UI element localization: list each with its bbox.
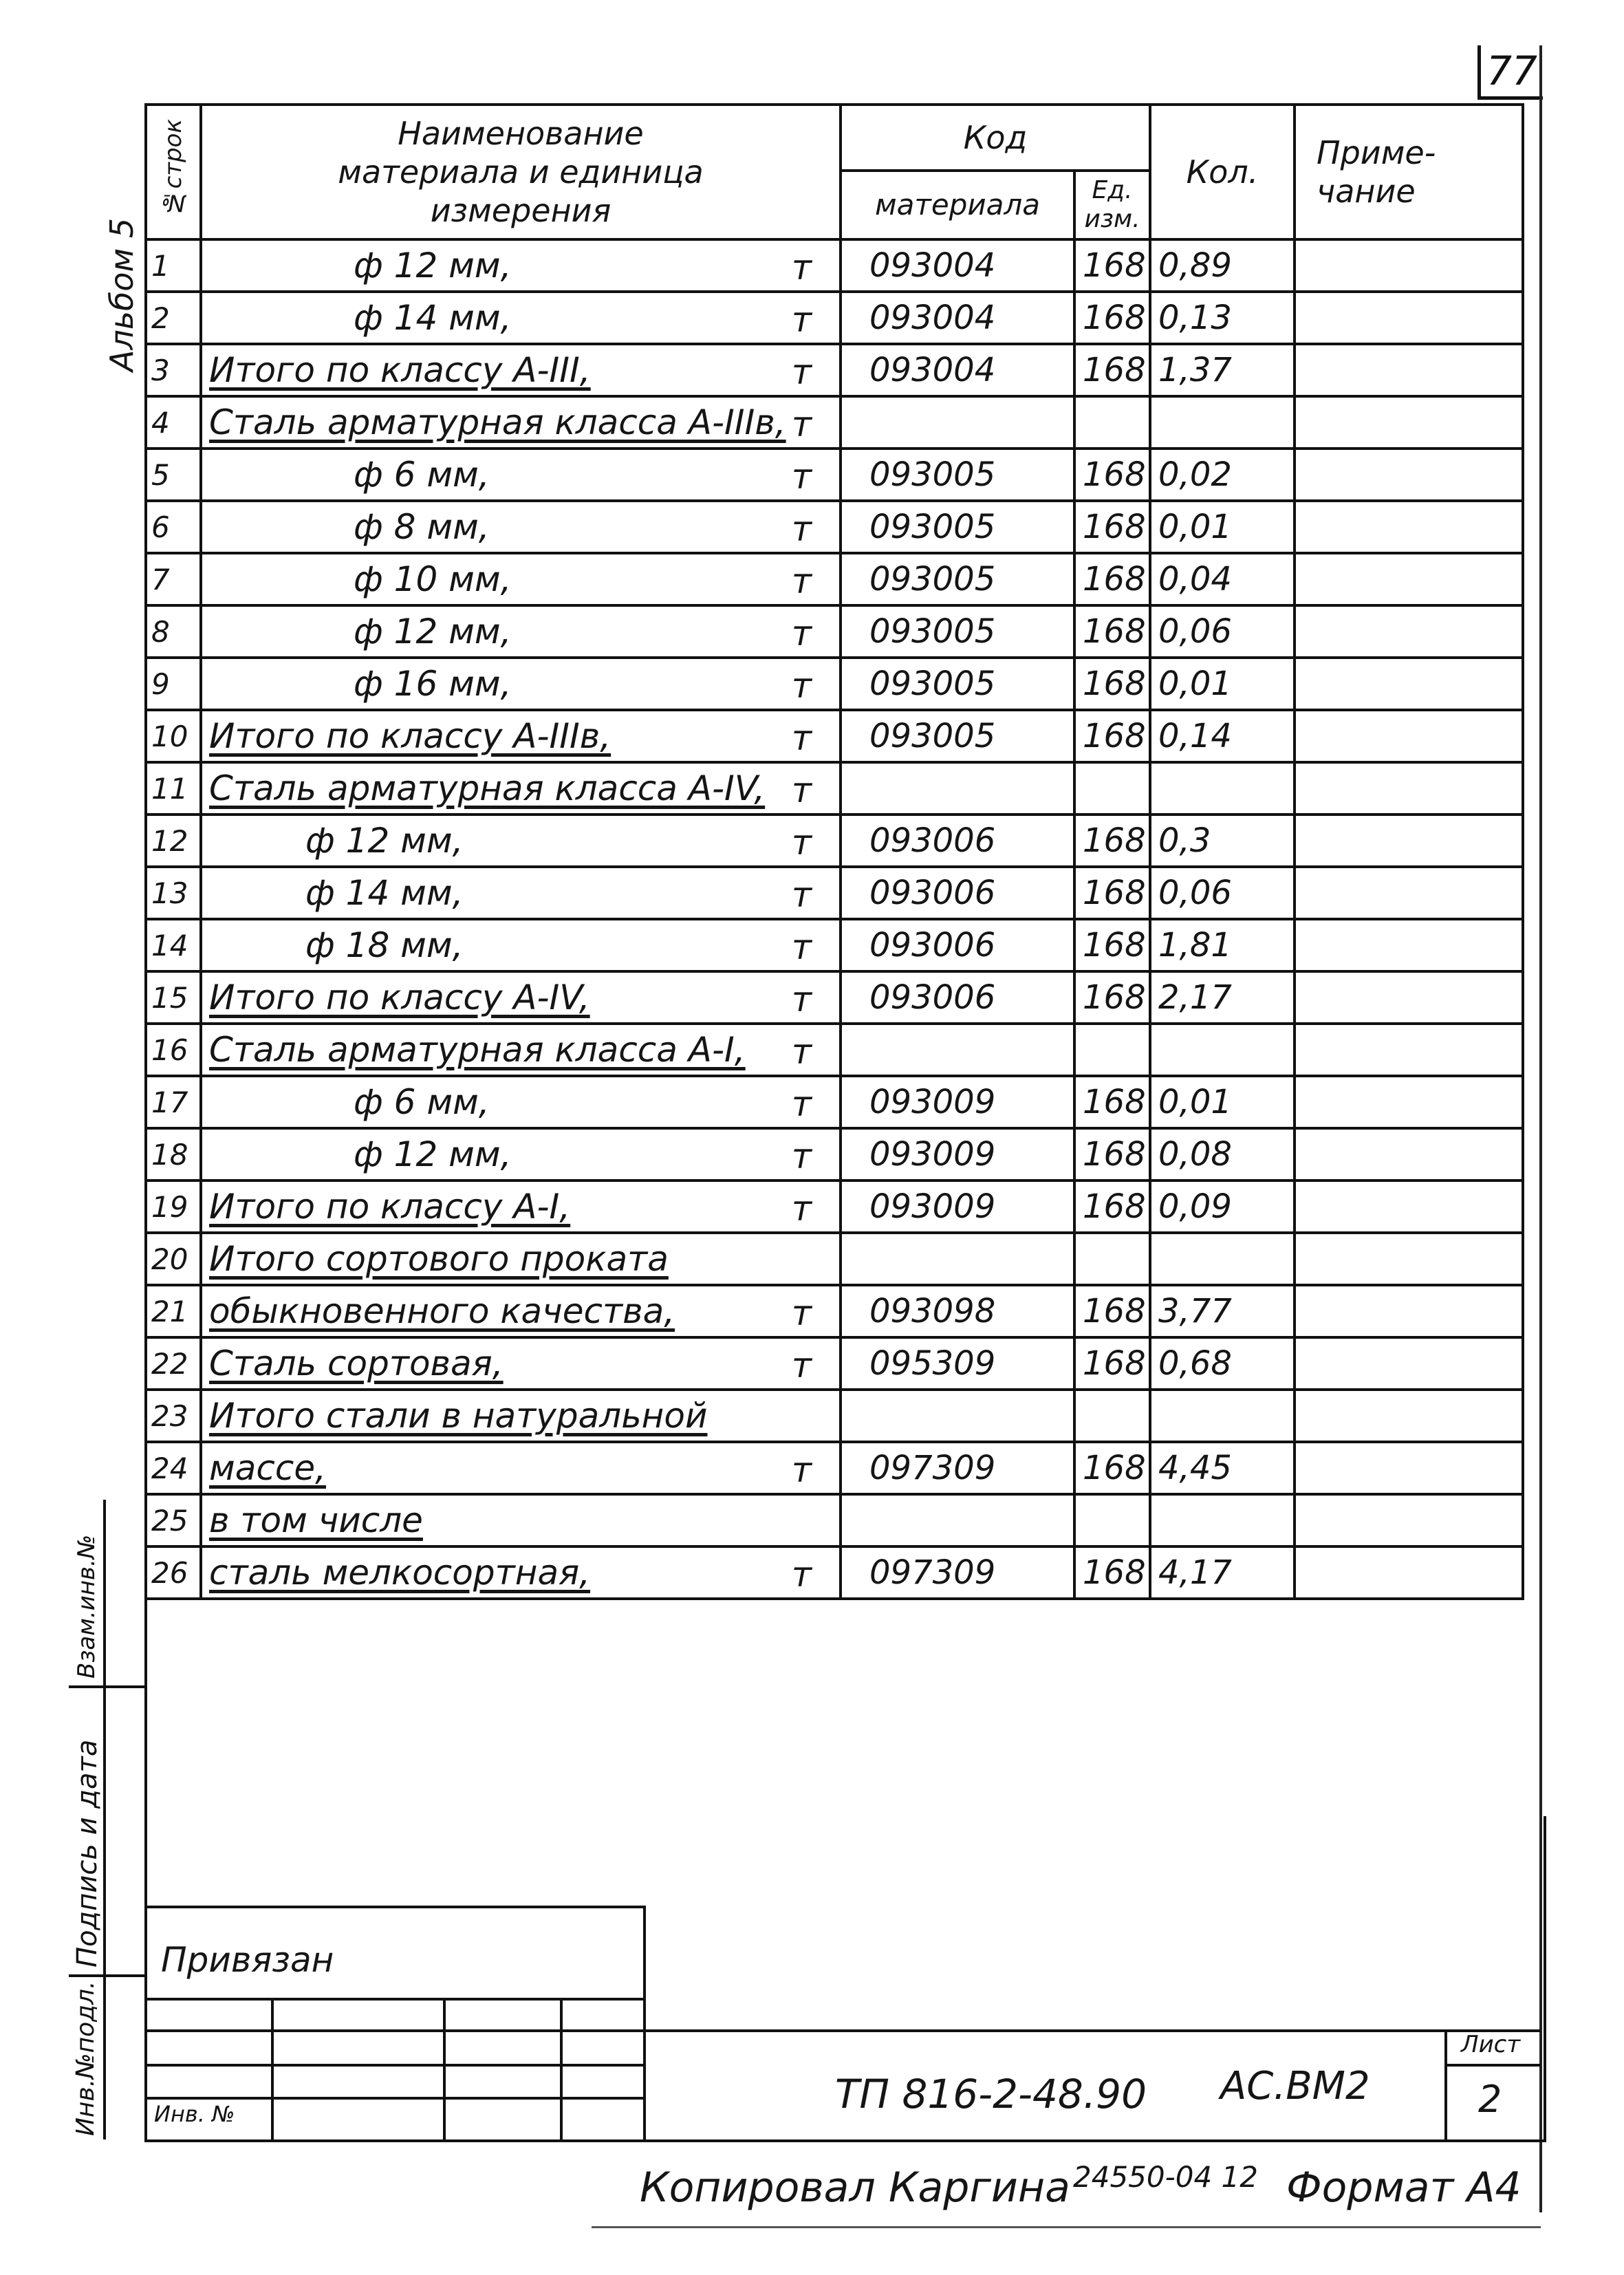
row-quantity <box>1150 762 1295 815</box>
row-material-code: 093006 <box>841 919 1074 971</box>
row-quantity: 0,13 <box>1150 292 1295 344</box>
row-name-text: ф 14 мм, <box>305 873 464 913</box>
row-material-code: 097309 <box>841 1546 1074 1599</box>
title-block-line <box>443 1998 446 2139</box>
row-quantity: 0,08 <box>1150 1128 1295 1180</box>
row-unit-label: т <box>791 718 812 758</box>
row-name <box>201 1546 841 1599</box>
row-note <box>1295 919 1523 971</box>
row-note <box>1295 815 1523 867</box>
row-name-text: Итого стали в натуральной <box>209 1396 708 1436</box>
table-row <box>146 449 1523 501</box>
row-name-text: ф 12 мм, <box>354 246 512 285</box>
row-unit-label: т <box>791 1555 812 1595</box>
row-note <box>1295 1390 1523 1442</box>
row-name-text: сталь мелкосортная, <box>209 1553 591 1593</box>
row-name-text: массе, <box>209 1448 326 1488</box>
table-row <box>146 658 1523 710</box>
row-number: 8 <box>146 605 201 658</box>
row-unit-label: т <box>791 927 812 967</box>
title-block-line <box>560 1998 563 2139</box>
header-note: Приме- чание <box>1295 105 1523 239</box>
row-quantity: 0,01 <box>1150 501 1295 553</box>
row-name <box>201 1285 841 1337</box>
row-quantity: 4,17 <box>1150 1546 1295 1599</box>
row-name-text: обыкновенного качества, <box>209 1291 675 1331</box>
row-unit-label: т <box>791 248 812 288</box>
row-unit-code: 168 <box>1074 815 1150 867</box>
row-name <box>201 292 841 344</box>
row-unit-code: 168 <box>1074 1546 1150 1599</box>
row-unit-code: 168 <box>1074 867 1150 919</box>
row-unit-code: 168 <box>1074 1076 1150 1128</box>
margin-replace-label: Взам.инв.№ <box>73 1534 100 1679</box>
table-row <box>146 815 1523 867</box>
title-block-line <box>1444 2064 1541 2067</box>
row-name-text: в том числе <box>209 1500 423 1540</box>
row-name-text: Итого по классу А-I, <box>209 1187 571 1227</box>
row-note <box>1295 1233 1523 1285</box>
row-unit-code <box>1074 762 1150 815</box>
table-row <box>146 344 1523 396</box>
album-stamp: Альбом 5 <box>103 217 140 371</box>
title-block-line <box>271 1998 274 2139</box>
row-number: 21 <box>146 1285 201 1337</box>
title-block <box>144 1816 1546 2142</box>
row-number: 25 <box>146 1494 201 1546</box>
table-row <box>146 501 1523 553</box>
row-name <box>201 1180 841 1233</box>
row-material-code <box>841 1390 1074 1442</box>
row-name <box>201 1128 841 1180</box>
row-material-code <box>841 1024 1074 1076</box>
row-name-text: Сталь арматурная класса А-IIIв, <box>209 402 786 442</box>
row-quantity: 0,01 <box>1150 1076 1295 1128</box>
row-name <box>201 553 841 605</box>
row-quantity: 0,3 <box>1150 815 1295 867</box>
row-unit-code: 168 <box>1074 501 1150 553</box>
row-name-text: ф 16 мм, <box>354 664 512 704</box>
row-quantity: 0,04 <box>1150 553 1295 605</box>
table-row <box>146 1285 1523 1337</box>
table-row <box>146 553 1523 605</box>
row-note <box>1295 501 1523 553</box>
row-name-text: Итого по классу А-III, <box>209 350 591 390</box>
header-code-material: материала <box>841 171 1074 239</box>
row-material-code: 093005 <box>841 449 1074 501</box>
row-unit-code: 168 <box>1074 1337 1150 1390</box>
document-code: ТП 816-2-48.90 <box>835 2071 1147 2117</box>
row-note <box>1295 1442 1523 1494</box>
row-material-code: 097309 <box>841 1442 1074 1494</box>
row-unit-label: т <box>791 457 812 497</box>
row-note <box>1295 867 1523 919</box>
copied-by: Копировал Каргина <box>640 2164 1070 2212</box>
title-block-line <box>147 2064 646 2067</box>
row-name <box>201 344 841 396</box>
row-note <box>1295 1076 1523 1128</box>
row-unit-code <box>1074 1024 1150 1076</box>
row-material-code: 093009 <box>841 1076 1074 1128</box>
row-number: 14 <box>146 919 201 971</box>
table-row <box>146 1337 1523 1390</box>
row-note <box>1295 1180 1523 1233</box>
row-note <box>1295 449 1523 501</box>
row-note <box>1295 396 1523 449</box>
margin-line <box>69 1974 144 1977</box>
row-unit-label: т <box>791 1084 812 1124</box>
row-name <box>201 239 841 292</box>
row-quantity: 0,68 <box>1150 1337 1295 1390</box>
row-quantity: 4,45 <box>1150 1442 1295 1494</box>
row-name-text: ф 14 мм, <box>354 298 512 338</box>
row-name-text: Итого по классу А-IIIв, <box>209 716 611 756</box>
row-name-text: ф 6 мм, <box>354 455 490 495</box>
row-unit-label: т <box>791 1136 812 1176</box>
table-row <box>146 1494 1523 1546</box>
row-name-text: ф 12 мм, <box>305 821 464 861</box>
row-unit-label: т <box>791 1293 812 1333</box>
row-unit-label: т <box>791 509 812 549</box>
row-unit-code <box>1074 1494 1150 1546</box>
header-row-no: №строк <box>146 105 201 239</box>
table-row <box>146 1390 1523 1442</box>
row-name <box>201 762 841 815</box>
row-note <box>1295 1024 1523 1076</box>
row-unit-label: т <box>791 405 812 444</box>
row-note <box>1295 1494 1523 1546</box>
row-unit-code: 168 <box>1074 710 1150 762</box>
document-mark: АС.ВМ2 <box>1220 2064 1370 2109</box>
row-unit-code: 168 <box>1074 449 1150 501</box>
row-number: 20 <box>146 1233 201 1285</box>
row-name <box>201 1233 841 1285</box>
bottom-rule <box>592 2226 1541 2228</box>
row-number: 18 <box>146 1128 201 1180</box>
row-quantity: 0,02 <box>1150 449 1295 501</box>
row-material-code: 093004 <box>841 344 1074 396</box>
table-row <box>146 292 1523 344</box>
row-number: 1 <box>146 239 201 292</box>
row-quantity <box>1150 1390 1295 1442</box>
row-number: 5 <box>146 449 201 501</box>
row-quantity: 0,06 <box>1150 605 1295 658</box>
row-name <box>201 658 841 710</box>
format-label: Формат А4 <box>1286 2164 1522 2212</box>
row-note <box>1295 1128 1523 1180</box>
row-material-code <box>841 396 1074 449</box>
row-unit-code: 168 <box>1074 605 1150 658</box>
row-number: 23 <box>146 1390 201 1442</box>
table-row <box>146 605 1523 658</box>
row-name <box>201 815 841 867</box>
row-number: 17 <box>146 1076 201 1128</box>
row-number: 2 <box>146 292 201 344</box>
table-row <box>146 710 1523 762</box>
inv-number-label: Инв. № <box>154 2101 235 2127</box>
row-name <box>201 1494 841 1546</box>
row-unit-label: т <box>791 1189 812 1229</box>
row-number: 6 <box>146 501 201 553</box>
row-note <box>1295 605 1523 658</box>
row-material-code: 093004 <box>841 239 1074 292</box>
margin-inv-orig-label: Инв.№подл. <box>72 1981 100 2136</box>
row-name-text: ф 18 мм, <box>305 925 464 965</box>
row-name <box>201 1442 841 1494</box>
row-name-text: Сталь сортовая, <box>209 1344 504 1383</box>
title-block-line <box>147 1998 646 2001</box>
row-name <box>201 1390 841 1442</box>
table-row <box>146 239 1523 292</box>
row-unit-code <box>1074 1390 1150 1442</box>
row-unit-label: т <box>791 875 812 915</box>
row-quantity: 3,77 <box>1150 1285 1295 1337</box>
row-material-code: 093009 <box>841 1128 1074 1180</box>
row-number: 3 <box>146 344 201 396</box>
row-note <box>1295 292 1523 344</box>
row-name <box>201 1337 841 1390</box>
title-block-line <box>147 2029 1541 2032</box>
bound-label: Привязан <box>161 1940 334 1980</box>
row-note <box>1295 344 1523 396</box>
row-note <box>1295 239 1523 292</box>
table-row <box>146 1024 1523 1076</box>
row-number: 11 <box>146 762 201 815</box>
row-material-code: 093005 <box>841 710 1074 762</box>
row-material-code: 095309 <box>841 1337 1074 1390</box>
table-row <box>146 1076 1523 1128</box>
specification-table <box>144 103 1524 1600</box>
row-note <box>1295 710 1523 762</box>
row-unit-code: 168 <box>1074 971 1150 1024</box>
title-block-line <box>147 2097 646 2100</box>
row-quantity: 1,37 <box>1150 344 1295 396</box>
row-name <box>201 1024 841 1076</box>
row-unit-code: 168 <box>1074 239 1150 292</box>
row-quantity: 0,89 <box>1150 239 1295 292</box>
row-number: 15 <box>146 971 201 1024</box>
row-unit-label: т <box>791 1346 812 1386</box>
row-unit-label: т <box>791 980 812 1020</box>
row-name-text: ф 10 мм, <box>354 559 512 599</box>
table-body <box>146 239 1523 1599</box>
row-quantity: 1,81 <box>1150 919 1295 971</box>
row-note <box>1295 658 1523 710</box>
order-number: 24550-04 12 <box>1073 2160 1259 2194</box>
row-name-text: ф 12 мм, <box>354 612 512 651</box>
row-unit-label: т <box>791 300 812 340</box>
row-material-code: 093006 <box>841 815 1074 867</box>
row-number: 19 <box>146 1180 201 1233</box>
table-row <box>146 762 1523 815</box>
title-block-line <box>1444 2029 1447 2139</box>
row-material-code: 093005 <box>841 605 1074 658</box>
row-name-text: Итого по классу А-IV, <box>209 978 590 1017</box>
row-material-code: 093006 <box>841 971 1074 1024</box>
row-unit-code: 168 <box>1074 344 1150 396</box>
row-name <box>201 449 841 501</box>
row-name <box>201 971 841 1024</box>
row-material-code <box>841 1494 1074 1546</box>
row-unit-label: т <box>791 352 812 392</box>
row-quantity <box>1150 1494 1295 1546</box>
row-name <box>201 501 841 553</box>
row-number: 24 <box>146 1442 201 1494</box>
page-number: 77 <box>1477 45 1543 100</box>
row-unit-code: 168 <box>1074 658 1150 710</box>
row-unit-code <box>1074 396 1150 449</box>
row-quantity: 0,06 <box>1150 867 1295 919</box>
table-row <box>146 1233 1523 1285</box>
sheet-label: Лист <box>1461 2031 1521 2058</box>
title-block-line <box>643 1906 646 2139</box>
row-number: 13 <box>146 867 201 919</box>
table-row <box>146 867 1523 919</box>
row-unit-label: т <box>791 614 812 654</box>
row-name-text: ф 12 мм, <box>354 1134 512 1174</box>
row-name <box>201 605 841 658</box>
table-row <box>146 1442 1523 1494</box>
row-material-code: 093006 <box>841 867 1074 919</box>
row-number: 10 <box>146 710 201 762</box>
row-name <box>201 1076 841 1128</box>
row-material-code: 093005 <box>841 553 1074 605</box>
row-material-code <box>841 762 1074 815</box>
table-row <box>146 919 1523 971</box>
row-quantity: 0,14 <box>1150 710 1295 762</box>
table-row <box>146 971 1523 1024</box>
header-code: Код <box>841 105 1150 171</box>
row-name-text: Итого сортового проката <box>209 1239 669 1279</box>
row-unit-code: 168 <box>1074 1128 1150 1180</box>
header-qty: Кол. <box>1150 105 1295 239</box>
row-unit-label: т <box>791 561 812 601</box>
row-number: 22 <box>146 1337 201 1390</box>
row-unit-label: т <box>791 1450 812 1490</box>
row-quantity: 0,09 <box>1150 1180 1295 1233</box>
row-note <box>1295 1337 1523 1390</box>
row-name-text: Сталь арматурная класса А-I, <box>209 1030 746 1070</box>
row-note <box>1295 553 1523 605</box>
row-name <box>201 867 841 919</box>
row-unit-label: т <box>791 770 812 810</box>
row-quantity <box>1150 1024 1295 1076</box>
header-code-unit: Ед. изм. <box>1074 171 1150 239</box>
row-number: 26 <box>146 1546 201 1599</box>
row-unit-code: 168 <box>1074 1180 1150 1233</box>
row-unit-label: т <box>791 666 812 706</box>
sheet-number: 2 <box>1478 2078 1502 2121</box>
row-number: 16 <box>146 1024 201 1076</box>
row-note <box>1295 1546 1523 1599</box>
row-material-code: 093005 <box>841 501 1074 553</box>
row-material-code: 093005 <box>841 658 1074 710</box>
row-unit-code: 168 <box>1074 919 1150 971</box>
row-name-text: ф 6 мм, <box>354 1082 490 1122</box>
header-name: Наименование материала и единица измерения <box>201 105 841 239</box>
row-quantity <box>1150 396 1295 449</box>
row-name-text: ф 8 мм, <box>354 507 490 547</box>
row-unit-label: т <box>791 823 812 863</box>
margin-line <box>103 1500 106 2139</box>
title-block-line <box>147 1906 646 1908</box>
row-quantity: 2,17 <box>1150 971 1295 1024</box>
row-name <box>201 396 841 449</box>
table-row <box>146 396 1523 449</box>
row-name-text: Сталь арматурная класса А-IV, <box>209 768 766 808</box>
row-unit-code: 168 <box>1074 1285 1150 1337</box>
row-name <box>201 919 841 971</box>
row-material-code: 093004 <box>841 292 1074 344</box>
row-name <box>201 710 841 762</box>
row-unit-code <box>1074 1233 1150 1285</box>
row-quantity: 0,01 <box>1150 658 1295 710</box>
table-row <box>146 1180 1523 1233</box>
row-note <box>1295 1285 1523 1337</box>
row-material-code: 093098 <box>841 1285 1074 1337</box>
row-unit-code: 168 <box>1074 1442 1150 1494</box>
row-material-code <box>841 1233 1074 1285</box>
row-number: 12 <box>146 815 201 867</box>
margin-sign-date-label: Подпись и дата <box>72 1739 103 1967</box>
margin-line <box>69 1685 144 1688</box>
row-number: 7 <box>146 553 201 605</box>
row-unit-code: 168 <box>1074 553 1150 605</box>
row-quantity <box>1150 1233 1295 1285</box>
row-note <box>1295 762 1523 815</box>
row-number: 4 <box>146 396 201 449</box>
table-row <box>146 1128 1523 1180</box>
row-unit-code: 168 <box>1074 292 1150 344</box>
row-material-code: 093009 <box>841 1180 1074 1233</box>
row-note <box>1295 971 1523 1024</box>
row-unit-label: т <box>791 1032 812 1072</box>
table-row <box>146 1546 1523 1599</box>
row-number: 9 <box>146 658 201 710</box>
